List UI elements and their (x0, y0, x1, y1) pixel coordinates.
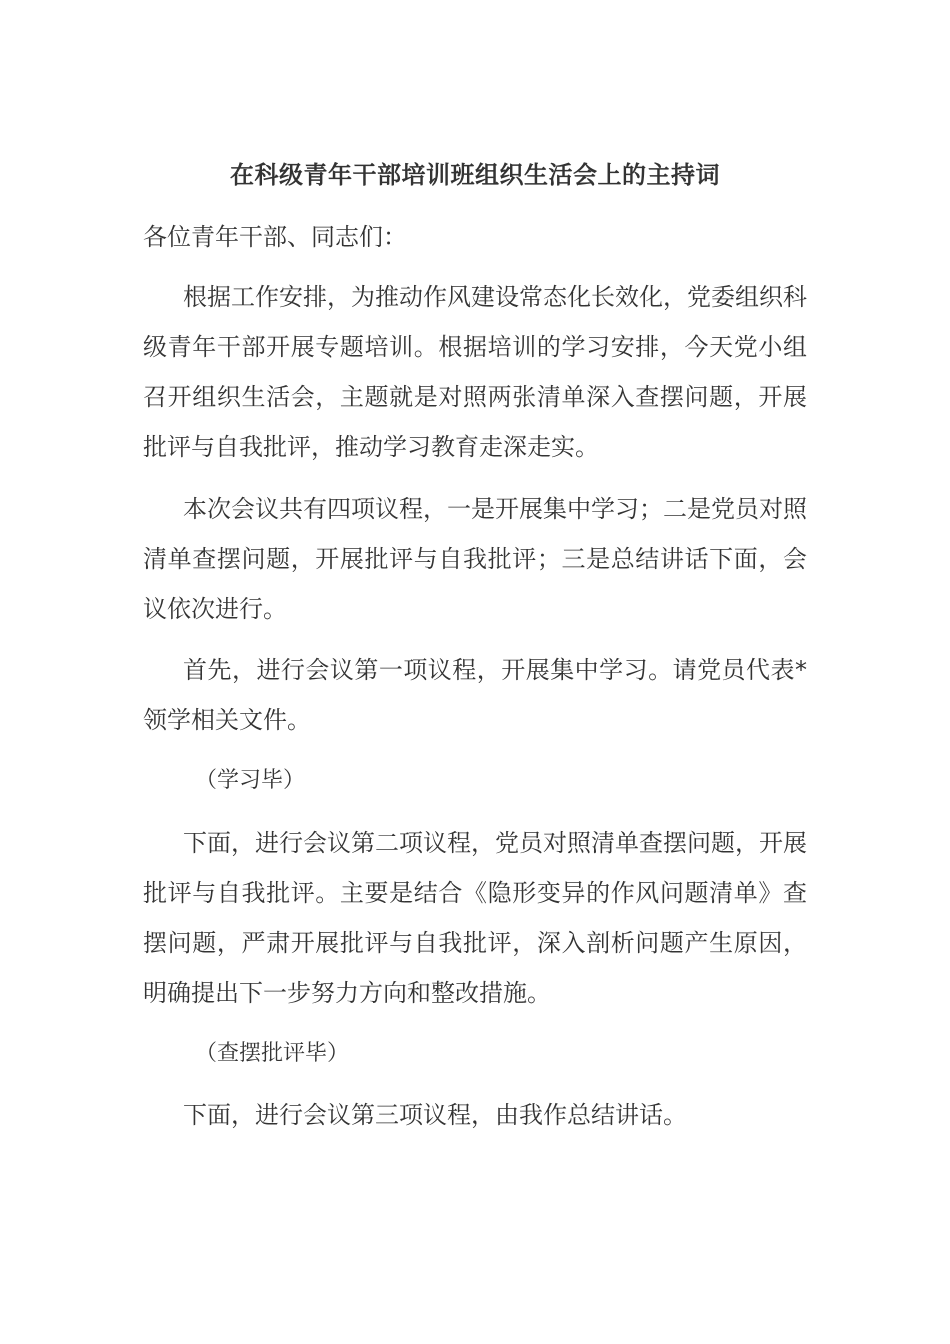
paragraph-agenda: 本次会议共有四项议程，一是开展集中学习；二是党员对照清单查摆问题，开展批评与自我批评；三是总结讲话下面，会议依次进行。 (143, 495, 807, 623)
paragraph-third-item: 下面，进行会议第三项议程，由我作总结讲话。 (183, 1101, 687, 1129)
salutation: 各位青年干部、同志们： (143, 223, 407, 251)
paragraph-second-item: 下面，进行会议第二项议程，党员对照清单查摆问题，开展批评与自我批评。主要是结合《隐形变异的作风问题清单》查摆问题，严肃开展批评与自我批评，深入剖析问题产生原因，明确提出下一步努力方向和整改措施。 (143, 829, 807, 1007)
note-study-finished: （学习毕） (195, 768, 306, 793)
note-criticism-finished: （查摆批评毕） (195, 1041, 350, 1066)
document-title: 在科级青年干部培训班组织生活会上的主持词 (230, 161, 720, 189)
paragraph-intro: 根据工作安排，为推动作风建设常态化长效化，党委组织科级青年干部开展专题培训。根据培训的学习安排，今天党小组召开组织生活会，主题就是对照两张清单深入查摆问题，开展批评与自我批评，推动学习教育走深走实。 (143, 283, 807, 461)
paragraph-first-item: 首先，进行会议第一项议程，开展集中学习。请党员代表*领学相关文件。 (143, 656, 807, 734)
